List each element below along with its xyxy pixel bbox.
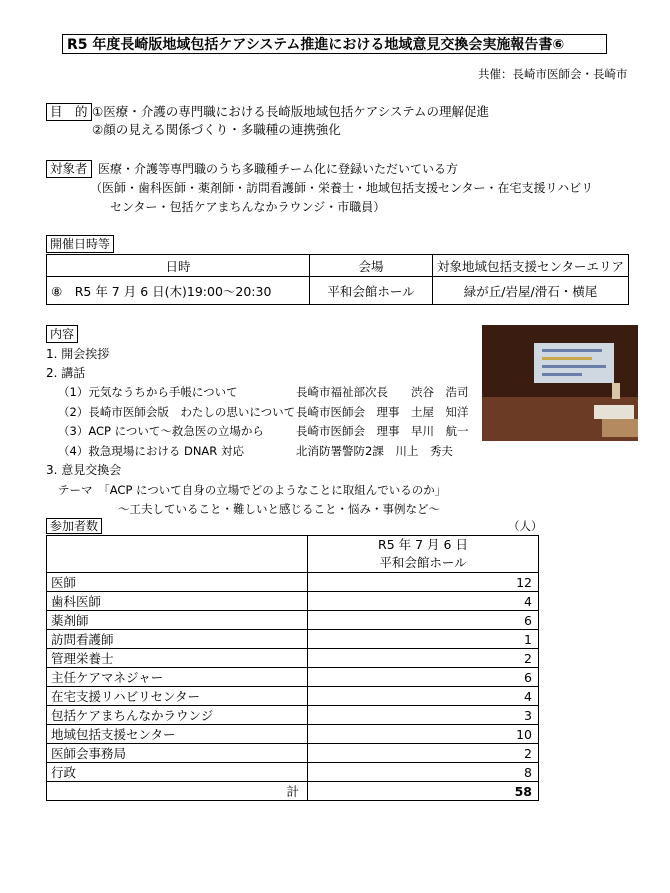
- organizer: 共催：長崎市医師会・長崎市: [478, 67, 628, 81]
- participants-header: [308, 536, 539, 573]
- row-name: 在宅支援リハビリセンター: [47, 687, 308, 706]
- talk-titles: [58, 383, 295, 461]
- table-row: [47, 763, 539, 782]
- target-line-3: センター・包括ケアまちんなかラウンジ・市職員）: [110, 200, 386, 214]
- content-item-2: 2. 講話: [46, 366, 86, 380]
- schedule-header-datetime: 日時: [47, 255, 310, 277]
- purpose-label: 目 的: [46, 103, 92, 121]
- schedule-header-venue: 会場: [310, 255, 433, 277]
- talk-speaker-3: 長崎市医師会 理事 早川 航一: [296, 424, 469, 438]
- event-photo: [482, 325, 638, 441]
- table-row: [47, 687, 539, 706]
- table-row: [47, 725, 539, 744]
- exchange-subtheme: ～工夫していること・難しいと感じること・悩み・事例など～: [118, 502, 440, 516]
- table-row: [47, 744, 539, 763]
- row-name: 訪問看護師: [47, 630, 308, 649]
- report-title: R5 年度長崎版地域包括ケアシステム推進における地域意見交換会実施報告書⑥: [62, 34, 607, 54]
- row-name: 行政: [47, 763, 308, 782]
- row-count: 6: [308, 611, 539, 630]
- row-count: 3: [308, 706, 539, 725]
- row-name: 歯科医師: [47, 592, 308, 611]
- row-count: 4: [308, 687, 539, 706]
- participants-header-blank: [47, 536, 308, 573]
- participants-table: [46, 535, 539, 801]
- content-label: 内容: [46, 325, 78, 343]
- row-name: 地域包括支援センター: [47, 725, 308, 744]
- table-row: [47, 573, 539, 592]
- schedule-header-area: 対象地域包括支援センターエリア: [433, 255, 629, 277]
- total-label: 計: [47, 782, 308, 801]
- row-count: 8: [308, 763, 539, 782]
- schedule-datetime: ⑧ R5 年 7 月 6 日(木)19:00～20:30: [47, 277, 310, 305]
- row-name: 医師: [47, 573, 308, 592]
- row-count: 4: [308, 592, 539, 611]
- row-count: 12: [308, 573, 539, 592]
- purpose-text: [92, 103, 489, 139]
- talk-speaker-4: 北消防署警防2課 川上 秀夫: [296, 443, 453, 458]
- table-row: [47, 706, 539, 725]
- total-row: [47, 782, 539, 801]
- schedule-label: 開催日時等: [46, 235, 114, 253]
- talk-speaker-2: 長崎市医師会 理事 土屋 知洋: [296, 404, 469, 419]
- participants-label: 参加者数: [46, 518, 102, 534]
- participants-header-date: R5 年 7 月 6 日: [378, 537, 468, 552]
- table-row: [47, 649, 539, 668]
- row-name: 包括ケアまちんなかラウンジ: [47, 706, 308, 725]
- participants-unit: （人）: [508, 519, 543, 533]
- schedule-area: 緑が丘/岩屋/滑石・横尾: [433, 277, 629, 305]
- table-row: [47, 592, 539, 611]
- content-item-3: 3. 意見交換会: [46, 463, 122, 477]
- table-row: [47, 630, 539, 649]
- total-count: 58: [308, 782, 539, 801]
- participants-header-venue: 平和会館ホール: [379, 555, 467, 570]
- talk-title-1: （1）元気なうちから手帳について: [58, 385, 238, 399]
- table-row: [47, 611, 539, 630]
- schedule-venue: 平和会館ホール: [310, 277, 433, 305]
- row-name: 医師会事務局: [47, 744, 308, 763]
- target-label: 対象者: [46, 160, 92, 178]
- row-count: 10: [308, 725, 539, 744]
- row-name: 主任ケアマネジャー: [47, 668, 308, 687]
- row-count: 2: [308, 649, 539, 668]
- talk-title-3: （3）ACP について～救急医の立場から: [58, 424, 264, 438]
- content-item-1: 1. 開会挨拶: [46, 347, 110, 361]
- purpose-line-1: ①医療・介護の専門職における長崎版地域包括ケアシステムの理解促進: [92, 104, 489, 119]
- talk-speaker-1: 長崎市福祉部次長 渋谷 浩司: [296, 385, 469, 399]
- row-count: 1: [308, 630, 539, 649]
- talk-title-2: （2）長崎市医師会版 わたしの思いについて: [58, 404, 296, 419]
- row-count: 6: [308, 668, 539, 687]
- talk-title-4: （4）救急現場における DNAR 対応: [58, 443, 244, 458]
- table-row: [47, 668, 539, 687]
- target-line-2: （医師・歯科医師・薬剤師・訪問看護師・栄養士・地域包括支援センター・在宅支援リハビリ: [90, 181, 594, 195]
- talk-speakers: [296, 383, 469, 461]
- row-name: 薬剤師: [47, 611, 308, 630]
- row-name: 管理栄養士: [47, 649, 308, 668]
- schedule-table: [46, 254, 629, 305]
- purpose-line-2: ②顔の見える関係づくり・多職種の連携強化: [92, 122, 341, 137]
- target-line-1: 医療・介護等専門職のうち多職種チーム化に登録いただいている方: [98, 162, 459, 176]
- exchange-theme: テーマ 「ACP について自身の立場でどのようなことに取組んでいるのか」: [58, 483, 447, 497]
- row-count: 2: [308, 744, 539, 763]
